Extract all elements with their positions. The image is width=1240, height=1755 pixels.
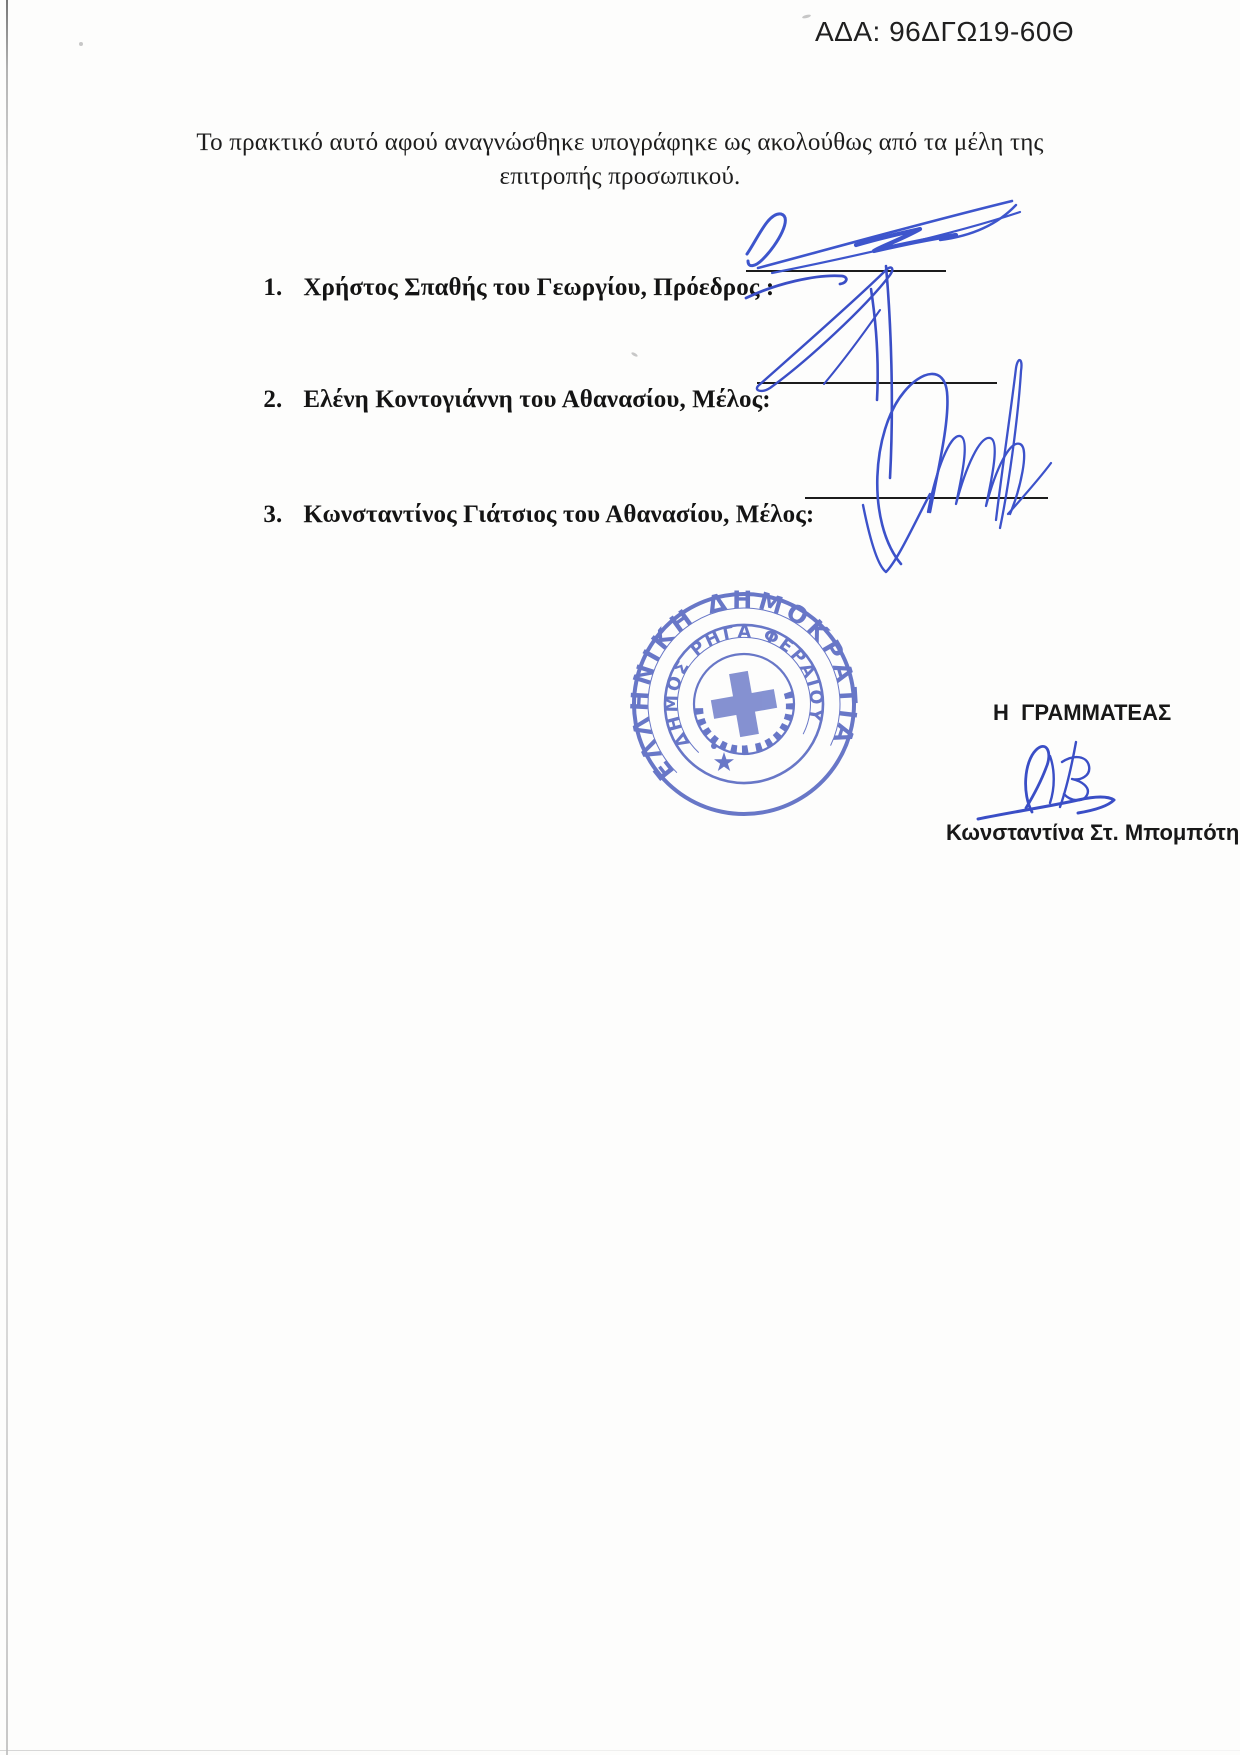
scan-smudge (79, 42, 83, 46)
ada-code: ΑΔΑ: 96ΔΓΩ19-60Θ (815, 16, 1075, 47)
municipal-stamp (618, 578, 870, 830)
secretary-signature (960, 733, 1130, 828)
signatory-row-1 (238, 246, 774, 330)
secretary-title: Η ΓΡΑΜΜΑΤΕΑΣ (993, 700, 1172, 725)
intro-line-1: Το πρακτικό αυτό αφού αναγνώσθηκε υπογράφηκε ως ακολούθως από τα μέλη της (196, 129, 1044, 156)
stamp-outer-text: ΕΛΛΗΝΙΚΗ ΔΗΜΟΚΡΑΤΙΑ (625, 585, 863, 786)
signature-line-1 (746, 270, 946, 272)
signatory-row-3 (238, 473, 814, 557)
stamp-cross-icon (707, 667, 781, 741)
scan-smudge (802, 14, 811, 19)
intro-line-2: επιτροπής προσωπικού. (499, 163, 741, 190)
intro-paragraph (20, 126, 1220, 194)
signature-line-2 (757, 382, 997, 384)
stamp-dot (711, 743, 717, 749)
signatory-row-2 (238, 358, 771, 442)
signatory-2-number: 2. (263, 386, 283, 413)
signature-line-3 (805, 497, 1048, 499)
signatory-3-number: 3. (263, 501, 283, 528)
signatory-1-number: 1. (263, 274, 283, 301)
scan-edge-left (6, 0, 8, 1755)
stamp-inner-text: ΔΗΜΟΣ ΡΗΓΑ ΦΕΡΑΙΟΥ (662, 622, 826, 751)
scan-smudge (631, 351, 639, 357)
signatory-2-label: Ελένη Κοντογιάννη του Αθανασίου, Μέλος: (303, 386, 771, 413)
secretary-name: Κωνσταντίνα Στ. Μπομπότη (946, 820, 1240, 845)
signatory-3-label: Κωνσταντίνος Γιάτσιος του Αθανασίου, Μέλος: (303, 501, 815, 528)
stamp-star-icon (714, 752, 734, 771)
signatory-1-label: Χρήστος Σπαθής του Γεωργίου, Πρόεδρος : (303, 274, 775, 301)
scan-edge-bottom (0, 1750, 1240, 1751)
